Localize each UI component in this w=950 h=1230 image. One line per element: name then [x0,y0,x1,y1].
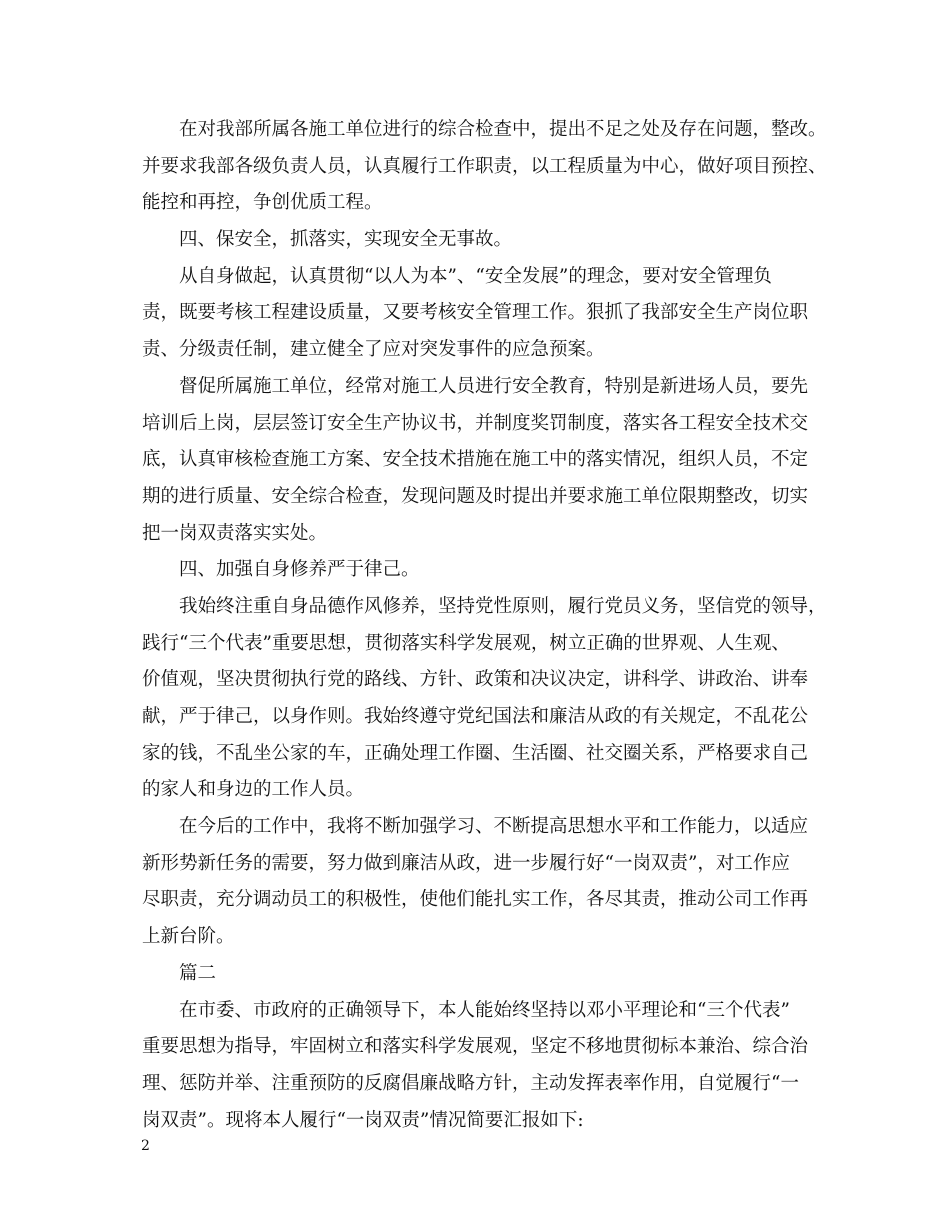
text-line: 篇二 [179,962,217,984]
text-line: 上新台阶。 [142,926,235,948]
text-line: 责、分级责任制，建立健全了应对突发事件的应急预案。 [142,339,605,361]
text-line: 献，严于律己，以身作则。我始终遵守党纪国法和廉洁从政的有关规定，不乱花公 [142,706,809,727]
text-line: 的家人和身边的工作人员。 [142,779,365,801]
document-body [142,112,827,1139]
text-line: 四、保安全，抓落实，实现安全无事故。 [179,229,513,251]
text-line: 重要思想为指导，牢固树立和落实科学发展观，坚定不移地贯彻标本兼治、综合治 [142,1036,809,1058]
text-line: 我始终注重自身品德作风修养，坚持党性原则，履行党员义务，坚信党的领导， [179,595,827,617]
page-number: 2 [141,1138,150,1154]
text-line: 在对我部所属各施工单位进行的综合检查中，提出不足之处及存在问题，整改。 [179,119,827,140]
text-line: 在今后的工作中，我将不断加强学习、不断提高思想水平和工作能力，以适应 [179,816,809,838]
text-line: 新形势新任务的需要，努力做到廉洁从政，进一步履行好“一岗双责”，对工作应 [142,852,790,874]
text-line: 践行“三个代表”重要思想，贯彻落实科学发展观，树立正确的世界观、人生观、 [142,632,790,654]
text-line: 理、惩防并举、注重预防的反腐倡廉战略方针，主动发挥表率作用，自觉履行“一 [142,1072,799,1094]
text-line: 期的进行质量、安全综合检查，发现问题及时提出并要求施工单位限期整改，切实 [142,485,809,507]
text-line: 并要求我部各级负责人员，认真履行工作职责，以工程质量为中心，做好项目预控、 [142,155,827,177]
text-line: 岗双责”。现将本人履行“一岗双责”情况简要汇报如下: [142,1109,584,1131]
text-line: 培训后上岗，层层签订安全生产协议书，并制度奖罚制度，落实各工程安全技术交 [142,412,809,434]
text-line: 督促所属施工单位，经常对施工人员进行安全教育，特别是新进场人员，要先 [179,375,809,397]
text-line: 四、加强自身修养严于律己。 [179,559,420,581]
text-line: 从自身做起，认真贯彻“以人为本”、“安全发展”的理念，要对安全管理负 [179,265,772,287]
text-line: 价值观，坚决贯彻执行党的路线、方针、政策和决议决定，讲科学、讲政治、讲奉 [142,669,809,691]
text-line: 底，认真审核检查施工方案、安全技术措施在施工中的落实情况，组织人员，不定 [142,449,809,471]
text-line: 尽职责，充分调动员工的积极性，使他们能扎实工作，各尽其责，推动公司工作再 [142,889,809,911]
text-line: 责，既要考核工程建设质量，又要考核安全管理工作。狠抓了我部安全生产岗位职 [142,302,809,324]
text-line: 家的钱，不乱坐公家的车，正确处理工作圈、生活圈、社交圈关系，严格要求自己 [142,742,809,764]
text-line: 能控和再控，争创优质工程。 [142,192,383,214]
text-line: 在市委、市政府的正确领导下，本人能始终坚持以邓小平理论和“三个代表” [179,999,790,1021]
text-line: 把一岗双责落实实处。 [142,522,328,544]
